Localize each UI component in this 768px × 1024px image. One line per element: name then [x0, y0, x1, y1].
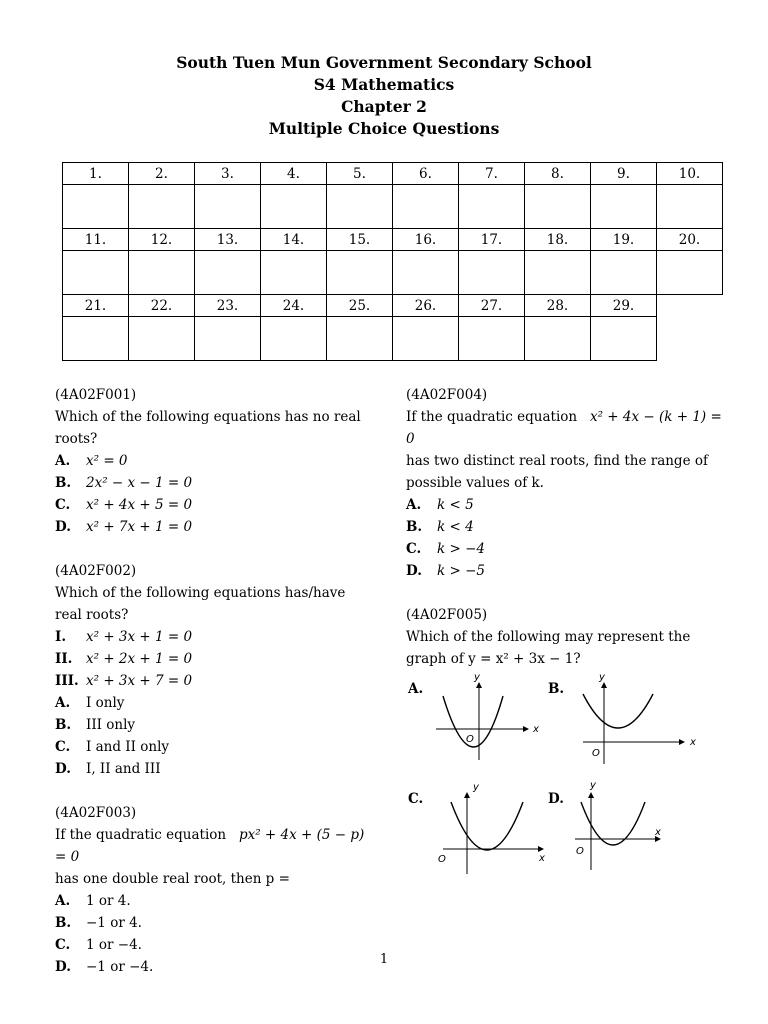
option-b[interactable]: B. 2x² − x − 1 = 0 — [55, 475, 193, 491]
statement-iii: III. x² + 3x + 7 = 0 — [55, 673, 193, 689]
answer-grid — [62, 162, 723, 361]
grid-number: 13. — [195, 229, 261, 251]
chapter: Chapter 2 — [341, 97, 427, 116]
answer-cell[interactable] — [261, 317, 327, 361]
answer-cell[interactable] — [393, 185, 459, 229]
option-d[interactable]: D. k > −5 — [406, 563, 485, 579]
svg-text:y: y — [590, 782, 596, 791]
parabola-graph-icon — [571, 672, 706, 767]
option-a[interactable]: A. I only — [55, 695, 125, 711]
right-column — [406, 384, 726, 912]
option-d[interactable]: D. x² + 7x + 1 = 0 — [55, 519, 193, 535]
svg-text:O: O — [592, 748, 600, 759]
answer-cell[interactable] — [591, 251, 657, 295]
answer-cell[interactable] — [261, 251, 327, 295]
svg-text:O: O — [576, 846, 584, 857]
answer-cell[interactable] — [195, 251, 261, 295]
answer-cell[interactable] — [459, 185, 525, 229]
grid-number: 20. — [657, 229, 723, 251]
empty-cell — [657, 295, 723, 317]
question-id: (4A02F003) — [55, 805, 137, 821]
answer-cell[interactable] — [459, 251, 525, 295]
question-stem: If the quadratic equation x² + 4x − (k + 1) = 0 — [406, 409, 722, 447]
option-d[interactable]: D. −1 or −4. — [55, 959, 154, 975]
answer-cell[interactable] — [525, 317, 591, 361]
answer-cell[interactable] — [63, 185, 129, 229]
grid-number: 26. — [393, 295, 459, 317]
grid-number: 24. — [261, 295, 327, 317]
answer-cell[interactable] — [195, 317, 261, 361]
grid-number: 18. — [525, 229, 591, 251]
graph-options: A. x y O B. x y O C. x y O D. x y O — [406, 672, 736, 912]
equation: px² + 4x + (5 − p) = 0 — [55, 827, 365, 865]
question-4a02f004 — [406, 384, 726, 582]
grid-number: 16. — [393, 229, 459, 251]
parabola-graph-icon — [431, 672, 566, 767]
answer-cell[interactable] — [591, 317, 657, 361]
svg-text:O: O — [438, 854, 446, 865]
option-a[interactable]: A. k < 5 — [406, 497, 474, 513]
grid-number: 8. — [525, 163, 591, 185]
answer-cell[interactable] — [657, 251, 723, 295]
answer-cell[interactable] — [195, 185, 261, 229]
option-b[interactable]: B. III only — [55, 717, 136, 733]
grid-number: 4. — [261, 163, 327, 185]
question-stem-cont: has one double real root, then p = — [55, 871, 290, 887]
svg-text:y: y — [473, 782, 479, 793]
answer-cell[interactable] — [327, 251, 393, 295]
question-stem: Which of the following equations has no real roots? — [55, 409, 361, 447]
svg-text:x: x — [690, 737, 696, 748]
grid-number: 19. — [591, 229, 657, 251]
grid-number: 6. — [393, 163, 459, 185]
grid-number: 17. — [459, 229, 525, 251]
answer-cell[interactable] — [261, 185, 327, 229]
grid-number: 12. — [129, 229, 195, 251]
answer-cell[interactable] — [63, 317, 129, 361]
question-stem: Which of the following may represent the graph of y = x² + 3x − 1? — [406, 629, 691, 667]
document-header — [0, 52, 768, 140]
answer-cell[interactable] — [591, 185, 657, 229]
answer-cell[interactable] — [327, 185, 393, 229]
parabola-graph-icon — [431, 782, 566, 877]
svg-text:y: y — [599, 672, 605, 683]
question-id: (4A02F005) — [406, 607, 488, 623]
option-c[interactable]: C. k > −4 — [406, 541, 485, 557]
grid-number: 27. — [459, 295, 525, 317]
question-id: (4A02F002) — [55, 563, 137, 579]
svg-text:y: y — [474, 672, 480, 683]
question-stem-cont: has two distinct real roots, find the range of possible values of k. — [406, 453, 708, 491]
option-c[interactable]: C. 1 or −4. — [55, 937, 142, 953]
answer-cell[interactable] — [525, 185, 591, 229]
answer-cell[interactable] — [393, 317, 459, 361]
grid-number: 23. — [195, 295, 261, 317]
question-id: (4A02F001) — [55, 387, 137, 403]
svg-text:x: x — [655, 827, 661, 838]
grid-number: 11. — [63, 229, 129, 251]
option-b[interactable]: B. k < 4 — [406, 519, 474, 535]
answer-cell[interactable] — [129, 251, 195, 295]
statement-ii: II. x² + 2x + 1 = 0 — [55, 651, 193, 667]
page-title: Multiple Choice Questions — [268, 119, 500, 138]
question-stem: If the quadratic equation px² + 4x + (5 − p) = 0 — [55, 827, 365, 865]
equation: x² + 4x − (k + 1) = 0 — [406, 409, 722, 447]
grid-number: 3. — [195, 163, 261, 185]
question-4a02f005 — [406, 604, 726, 912]
svg-text:O: O — [466, 734, 474, 745]
option-c[interactable]: C. x² + 4x + 5 = 0 — [55, 497, 193, 513]
answer-cell[interactable] — [657, 185, 723, 229]
subject: S4 Mathematics — [313, 75, 455, 94]
grid-number: 7. — [459, 163, 525, 185]
option-d[interactable]: D. I, II and III — [55, 761, 161, 777]
question-4a02f001 — [55, 384, 375, 538]
empty-cell — [657, 317, 723, 361]
question-id: (4A02F004) — [406, 387, 488, 403]
question-stem: Which of the following equations has/have real roots? — [55, 585, 346, 623]
answer-cell[interactable] — [129, 317, 195, 361]
answer-cell[interactable] — [459, 317, 525, 361]
grid-number: 22. — [129, 295, 195, 317]
grid-number: 25. — [327, 295, 393, 317]
option-c[interactable]: C. I and II only — [55, 739, 170, 755]
parabola-graph-icon — [571, 782, 706, 877]
grid-number: 14. — [261, 229, 327, 251]
svg-text:x: x — [533, 724, 539, 735]
answer-cell[interactable] — [393, 251, 459, 295]
grid-number: 28. — [525, 295, 591, 317]
answer-cell[interactable] — [63, 251, 129, 295]
svg-text:x: x — [539, 853, 545, 864]
grid-number: 15. — [327, 229, 393, 251]
option-a[interactable]: A. x² = 0 — [55, 453, 128, 469]
option-b[interactable]: B. −1 or 4. — [55, 915, 142, 931]
left-column — [55, 384, 375, 1000]
answer-cell[interactable] — [327, 317, 393, 361]
grid-number: 21. — [63, 295, 129, 317]
page-number: 1 — [379, 952, 389, 967]
grid-number: 29. — [591, 295, 657, 317]
grid-number: 5. — [327, 163, 393, 185]
question-4a02f002 — [55, 560, 375, 780]
answer-cell[interactable] — [129, 185, 195, 229]
answer-cell[interactable] — [525, 251, 591, 295]
grid-number: 2. — [129, 163, 195, 185]
grid-number: 10. — [657, 163, 723, 185]
grid-number: 9. — [591, 163, 657, 185]
school-name: South Tuen Mun Government Secondary School — [176, 53, 592, 72]
option-a[interactable]: A. 1 or 4. — [55, 893, 131, 909]
statement-i: I. x² + 3x + 1 = 0 — [55, 629, 193, 645]
grid-number: 1. — [63, 163, 129, 185]
